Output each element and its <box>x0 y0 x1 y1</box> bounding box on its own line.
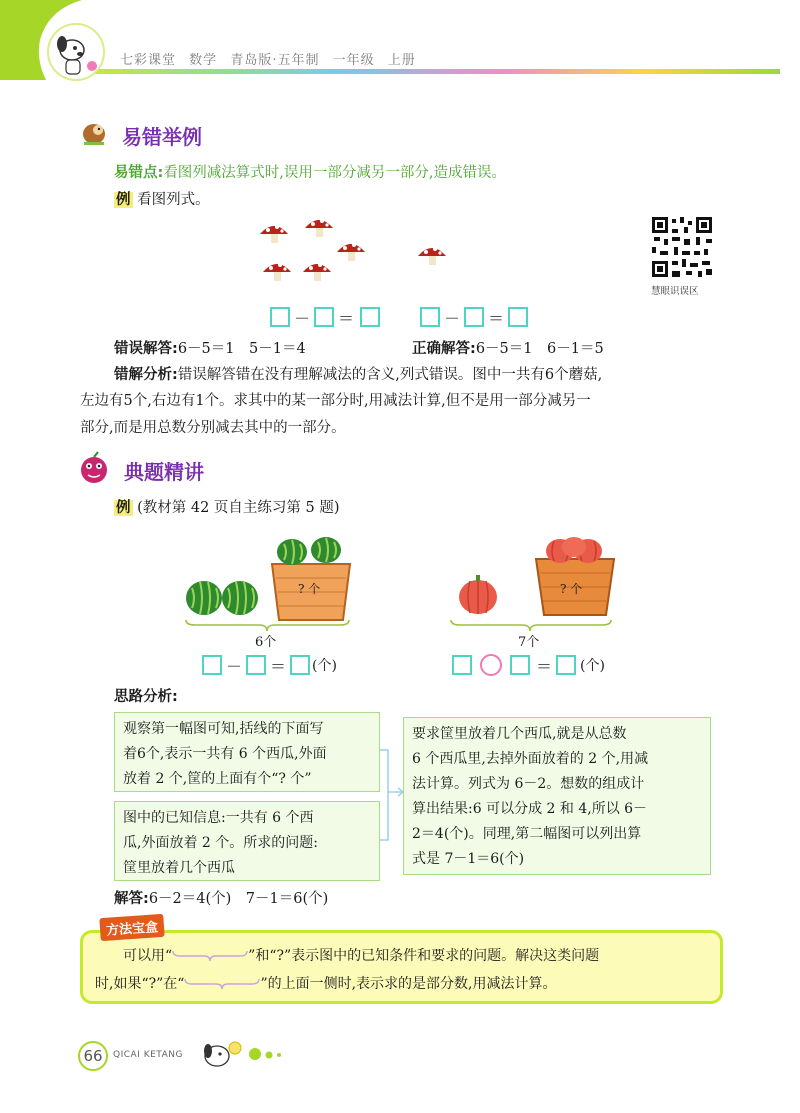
callout-line: 瓜,外面放着 2 个。所求的问题: <box>123 835 318 851</box>
hedgehog-icon <box>78 116 110 148</box>
callout-observation <box>114 712 380 792</box>
method-text: 可以用“ <box>123 948 173 964</box>
example-source: (教材第 42 页自主练习第 5 题) <box>137 500 340 516</box>
example-tag: 例 <box>116 500 131 516</box>
example-line-2 <box>114 495 340 521</box>
callout-line: 法计算。列式为 6－2。想数的组成计 <box>412 776 645 792</box>
brace-icon <box>184 978 260 990</box>
callout-known-info <box>114 801 380 881</box>
callout-line: 2＝4(个)。同理,第二幅图可以列出算 <box>412 826 642 842</box>
example-text: 看图列式。 <box>137 192 210 208</box>
final-answer-label: 解答: <box>114 891 149 907</box>
dog-mascot-footer-icon <box>195 1034 295 1074</box>
answer-box[interactable] <box>510 655 530 675</box>
grade: 一年级 <box>332 53 375 68</box>
answer-box[interactable] <box>420 307 440 327</box>
equals-sign: ＝ <box>488 309 505 328</box>
example-tag: 例 <box>116 192 131 208</box>
analysis-title <box>114 684 178 710</box>
answer-box[interactable] <box>508 307 528 327</box>
minus-sign: － <box>226 657 243 676</box>
answer-box[interactable] <box>270 307 290 327</box>
qr-code[interactable] <box>650 215 714 279</box>
watermelon-icon <box>186 581 222 615</box>
mushroom-group-left <box>255 216 375 296</box>
analysis-label: 错解分析: <box>114 367 178 383</box>
method-text: ”的上面一侧时,表示求的是部分数,用减法计算。 <box>260 976 557 992</box>
operator-circle[interactable] <box>480 654 502 676</box>
page-number: 66 <box>78 1041 108 1071</box>
callout-line: 式是 7－1＝6(个) <box>412 851 525 867</box>
analysis-title-text: 思路分析: <box>114 689 178 705</box>
answer-box[interactable] <box>464 307 484 327</box>
callout-line: 要求筐里放着几个西瓜,就是从总数 <box>412 726 627 742</box>
brace-icon <box>172 950 248 962</box>
mushroom-single <box>414 240 454 274</box>
basket-question-2: ? 个 <box>560 582 583 596</box>
mushroom-icon <box>303 263 331 281</box>
mushroom-icon <box>305 219 333 237</box>
equals-sign: ＝ <box>338 309 355 328</box>
mushroom-icon <box>260 225 288 243</box>
method-text: ”和“?”表示图中的已知条件和要求的问题。解决这类问题 <box>248 948 600 964</box>
watermelon-icon <box>277 539 307 565</box>
right-answer-label: 正确解答: <box>412 341 476 357</box>
wrong-answer-text: 6－5＝1 5－1＝4 <box>177 341 306 357</box>
wrong-answer <box>114 336 306 362</box>
example-line-1 <box>114 187 210 213</box>
answer-box[interactable] <box>360 307 380 327</box>
callout-line: 筐里放着几个西瓜 <box>123 860 235 876</box>
answer-box[interactable] <box>452 655 472 675</box>
callout-line: 着6个,表示一共有 6 个西瓜,外面 <box>123 746 327 762</box>
basket-question-1: ? 个 <box>298 582 321 596</box>
wrong-answer-label: 错误解答: <box>114 341 178 357</box>
callout-line: 观察第一幅图可知,括线的下面写 <box>123 721 324 737</box>
edition: 青岛版·五年制 <box>230 53 320 68</box>
analysis-line-2: 左边有5个,右边有1个。求其中的某一部分时,用减法计算,但不是用一部分减另一 <box>80 393 591 409</box>
method-text: 时,如果“?”在“ <box>95 976 185 992</box>
right-answer-text: 6－5＝1 6－1＝5 <box>475 341 604 357</box>
arrow-connector <box>380 740 404 850</box>
method-line-1 <box>123 945 599 965</box>
series-name: 七彩课堂 <box>120 53 177 68</box>
unit-label: (个) <box>580 658 605 674</box>
watermelon-picture <box>180 530 360 630</box>
fruit-mascot-icon <box>76 451 112 487</box>
answer-box[interactable] <box>290 655 310 675</box>
method-box <box>80 930 723 1004</box>
brand-text: QICAI KETANG <box>113 1050 183 1060</box>
final-answer-text: 6－2＝4(个) 7－1＝6(个) <box>148 891 329 907</box>
method-line-2 <box>95 973 557 993</box>
brace-icon <box>185 618 350 632</box>
total-count-2: 7个 <box>518 635 540 650</box>
callout-line: 6 个西瓜里,去掉外面放着的 2 个,用减 <box>412 751 649 767</box>
minus-sign: － <box>444 309 461 328</box>
pumpkin-icon <box>459 575 497 614</box>
analysis-text: 错误解答错在没有理解减法的含义,列式错误。图中一共有6个蘑菇, <box>177 367 603 383</box>
callout-solution-reasoning <box>403 717 711 875</box>
analysis-line-1 <box>114 362 602 388</box>
header-text <box>120 49 424 68</box>
mushroom-icon <box>263 263 291 281</box>
section-title-examples: 典题精讲 <box>124 460 204 484</box>
method-tag: 方法宝盒 <box>99 914 164 941</box>
callout-line: 算出结果:6 可以分成 2 和 4,所以 6－ <box>412 801 648 817</box>
mistake-point-label: 易错点: <box>114 165 164 181</box>
mushroom-icon <box>337 243 365 261</box>
pumpkin-icon <box>562 537 586 557</box>
dog-mascot-icon <box>48 24 104 80</box>
mushroom-icon <box>418 247 446 265</box>
section-title-mistakes: 易错举例 <box>122 125 202 149</box>
subject: 数学 <box>189 53 218 68</box>
watermelon-icon <box>222 581 258 615</box>
analysis-line-3: 部分,而是用总数分别减去其中的一部分。 <box>80 420 346 436</box>
answer-box[interactable] <box>314 307 334 327</box>
answer-box[interactable] <box>246 655 266 675</box>
qr-caption: 慧眼识误区 <box>651 286 699 297</box>
brace-icon <box>450 618 612 632</box>
callout-line: 图中的已知信息:一共有 6 个西 <box>123 810 314 826</box>
pumpkin-picture <box>450 535 620 625</box>
watermelon-icon <box>311 537 341 563</box>
mistake-point <box>114 160 506 186</box>
equals-sign: ＝ <box>270 657 287 676</box>
right-answer <box>412 336 604 362</box>
mistake-point-text: 看图列减法算式时,误用一部分减另一部分,造成错误。 <box>163 165 507 181</box>
final-answer <box>114 886 328 912</box>
header-banner <box>0 0 800 82</box>
unit-label: (个) <box>312 658 337 674</box>
volume: 上册 <box>387 53 416 68</box>
equals-sign: ＝ <box>536 657 553 676</box>
minus-sign: － <box>294 309 311 328</box>
callout-line: 放着 2 个,筐的上面有个“? 个” <box>123 771 312 787</box>
answer-box[interactable] <box>202 655 222 675</box>
answer-box[interactable] <box>556 655 576 675</box>
total-count-1: 6个 <box>255 635 277 650</box>
